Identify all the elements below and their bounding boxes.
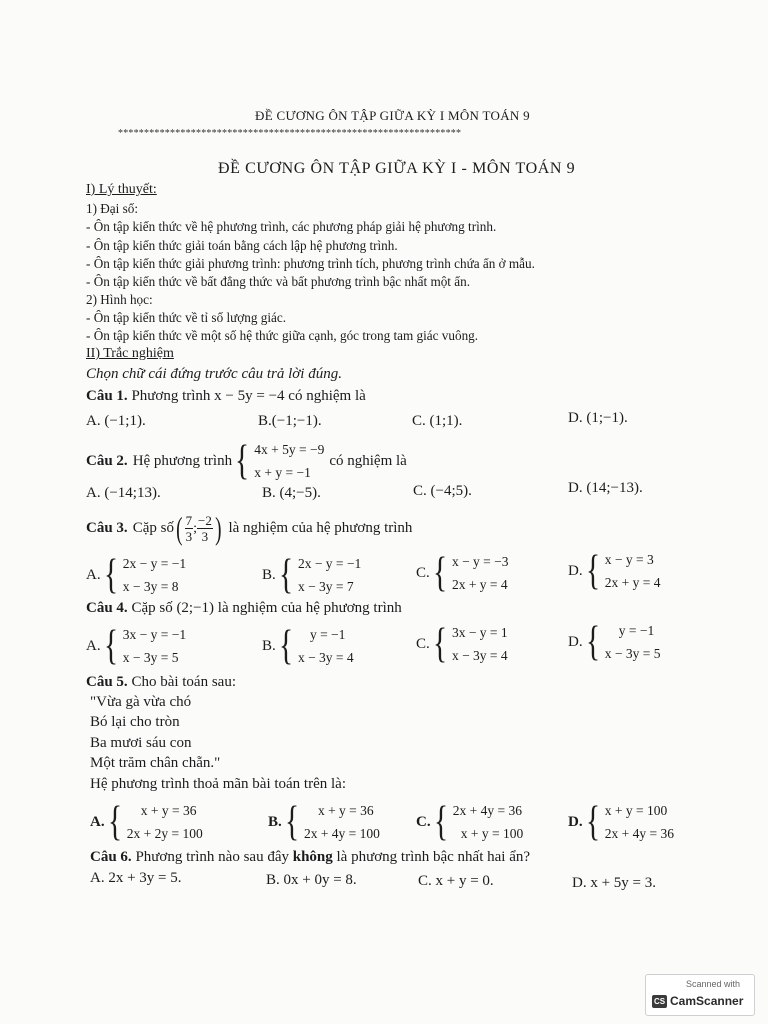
q2-option-b[interactable]: B. (4;−5).: [262, 485, 321, 501]
document-title: ĐỀ CƯƠNG ÔN TẬP GIỮA KỲ I - MÔN TOÁN 9: [218, 160, 576, 177]
question-label: Câu 5.: [86, 674, 128, 690]
q3-option-a[interactable]: [86, 552, 186, 598]
question-emphasis: không: [292, 849, 333, 865]
equation-system: x − y = −3 2x + y = 4: [451, 554, 509, 592]
equation-system: x + y = 100 2x + 4y = 36: [604, 803, 674, 841]
poem-line: "Vừa gà vừa chó: [90, 694, 192, 710]
question-text: Phương trình nào sau đây: [135, 849, 289, 865]
brace: {: [278, 552, 293, 598]
q2-option-c[interactable]: C. (−4;5).: [413, 483, 472, 499]
algebra-item: - Ôn tập kiến thức về bất đẳng thức và bất phương trình bậc nhất một ẩn.: [86, 274, 471, 289]
question-text: Cặp số (2;−1) là nghiệm của hệ phương trình: [131, 600, 402, 616]
running-title: ĐỀ CƯƠNG ÔN TẬP GIỮA KỲ I MÔN TOÁN 9: [255, 108, 530, 123]
geometry-heading: 2) Hình học:: [86, 292, 153, 307]
algebra-heading: 1) Đại số:: [86, 201, 139, 216]
q1-option-a[interactable]: A. (−1;1).: [86, 413, 146, 429]
q5-option-d[interactable]: [568, 799, 674, 845]
equation-system: [254, 438, 324, 484]
option-letter: A.: [86, 566, 101, 583]
equation-system: 2x − y = −1 x − 3y = 7: [297, 556, 362, 594]
equation-system: x + y = 36 2x + 4y = 100: [303, 803, 380, 841]
geometry-item: - Ôn tập kiến thức về một số hệ thức giữa cạnh, góc trong tam giác vuông.: [86, 328, 479, 343]
question-text: Cho bài toán sau:: [131, 674, 237, 690]
option-letter: A.: [86, 637, 101, 654]
q6-option-d[interactable]: D. x + 5y = 3.: [572, 875, 657, 891]
question-text: Cặp số: [132, 520, 174, 536]
camscanner-watermark: [645, 974, 755, 1016]
question-4: [86, 600, 402, 617]
q3-option-c[interactable]: [416, 550, 509, 596]
question-text: Phương trình x − 5y = −4 có nghiệm là: [131, 388, 366, 404]
q2-option-a[interactable]: A. (−14;13).: [86, 485, 161, 501]
algebra-item: - Ôn tập kiến thức giải phương trình: phương trình tích, phương trình chứa ẩn ở mẫu.: [86, 256, 535, 271]
algebra-item: - Ôn tập kiến thức giải toán bằng cách lập hệ phương trình.: [86, 238, 398, 253]
q1-option-c[interactable]: C. (1;1).: [412, 413, 463, 429]
question-text: Hệ phương trình: [132, 452, 233, 469]
question-label: Câu 2.: [86, 452, 128, 469]
equation: 4x + 5y = −9: [254, 442, 325, 457]
question-label: Câu 4.: [86, 600, 128, 616]
q4-option-a[interactable]: [86, 623, 186, 669]
equation-system: x − y = 3 2x + y = 4: [604, 552, 661, 590]
question-text: là phương trình bậc nhất hai ẩn?: [336, 849, 531, 865]
question-5: [86, 674, 236, 691]
option-letter: D.: [568, 813, 583, 830]
poem-line: Một trăm chân chẵn.": [90, 755, 221, 771]
watermark-caption: Scanned with: [686, 979, 741, 989]
equation: x + y = −1: [254, 465, 311, 480]
question-label: Câu 3.: [86, 520, 128, 536]
equation-system: x + y = 36 2x + 2y = 100: [126, 803, 203, 841]
brace: {: [585, 799, 600, 845]
q5-option-a[interactable]: [90, 799, 203, 845]
q1-option-d[interactable]: D. (1;−1).: [568, 410, 628, 426]
equation-system: y = −1 x − 3y = 5: [604, 623, 661, 661]
mcq-instruction: Chọn chữ cái đứng trước câu trả lời đúng.: [86, 366, 342, 382]
equation-system: y = −1 x − 3y = 4: [297, 627, 354, 665]
option-letter: C.: [416, 813, 431, 830]
brace: {: [432, 621, 447, 667]
q2-option-d[interactable]: D. (14;−13).: [568, 480, 643, 496]
mcq-heading: II) Trắc nghiệm: [86, 346, 174, 361]
question-prompt: Hệ phương trình thoả mãn bài toán trên là:: [90, 776, 346, 792]
question-2: [86, 438, 407, 484]
fraction: $\frac{7}{3}$: [185, 513, 193, 544]
option-letter: C.: [416, 564, 430, 581]
equation-system: 3x − y = 1 x − 3y = 4: [451, 625, 508, 663]
question-text: có nghiệm là: [329, 452, 407, 469]
option-letter: A.: [90, 813, 105, 830]
option-letter: D.: [568, 562, 583, 579]
q1-option-b[interactable]: B.(−1;−1).: [258, 413, 322, 429]
question-text: là nghiệm của hệ phương trình: [228, 520, 413, 536]
brace: {: [433, 799, 448, 845]
equation-system: 3x − y = −1 x − 3y = 5: [122, 627, 187, 665]
geometry-item: - Ôn tập kiến thức về tỉ số lượng giác.: [86, 310, 286, 325]
q4-option-c[interactable]: [416, 621, 508, 667]
fraction: $\frac{-2}{3}$: [197, 513, 212, 544]
q4-option-b[interactable]: [262, 623, 354, 669]
brace: {: [284, 799, 299, 845]
question-label: Câu 1.: [86, 388, 128, 404]
question-6: [90, 849, 530, 866]
paren-close: ): [214, 510, 222, 546]
q5-option-b[interactable]: [268, 799, 380, 845]
q3-option-d[interactable]: [568, 548, 661, 594]
option-letter: D.: [568, 633, 583, 650]
brace: {: [585, 548, 600, 594]
option-letter: B.: [262, 566, 276, 583]
equation-system: 2x + 4y = 36 x + y = 100: [452, 803, 524, 841]
q4-option-d[interactable]: [568, 619, 661, 665]
brace: {: [585, 619, 600, 665]
option-letter: C.: [416, 635, 430, 652]
watermark-brand: CamScanner: [670, 994, 744, 1008]
camscanner-logo-icon: CS: [653, 997, 666, 1006]
paren-open: (: [176, 510, 183, 546]
star-divider: ******************************************************************: [118, 128, 462, 139]
q6-option-b[interactable]: B. 0x + 0y = 8.: [266, 872, 357, 888]
theory-heading: I) Lý thuyết:: [86, 182, 157, 197]
q6-option-a[interactable]: A. 2x + 3y = 5.: [90, 870, 182, 886]
brace: {: [278, 623, 293, 669]
brace: {: [103, 623, 118, 669]
question-1: [86, 388, 366, 405]
algebra-item: - Ôn tập kiến thức về hệ phương trình, các phương pháp giải hệ phương trình.: [86, 219, 497, 234]
option-letter: B.: [268, 813, 282, 830]
question-label: Câu 6.: [90, 849, 132, 865]
q3-option-b[interactable]: [262, 552, 361, 598]
poem-line: Ba mươi sáu con: [90, 735, 192, 751]
brace: {: [103, 552, 118, 598]
brace: {: [432, 550, 447, 596]
brace: {: [235, 438, 250, 484]
q6-option-c[interactable]: C. x + y = 0.: [418, 873, 494, 889]
option-letter: B.: [262, 637, 276, 654]
question-3: Câu 3. Cặp số ( $\frac{7}{3}$ ; $\frac{-2}{3}$ ) là nghiệm của hệ phương trình: [86, 510, 413, 546]
q5-option-c[interactable]: [416, 799, 523, 845]
poem-line: Bó lại cho tròn: [90, 714, 180, 730]
brace: {: [107, 799, 122, 845]
equation-system: 2x − y = −1 x − 3y = 8: [122, 556, 187, 594]
